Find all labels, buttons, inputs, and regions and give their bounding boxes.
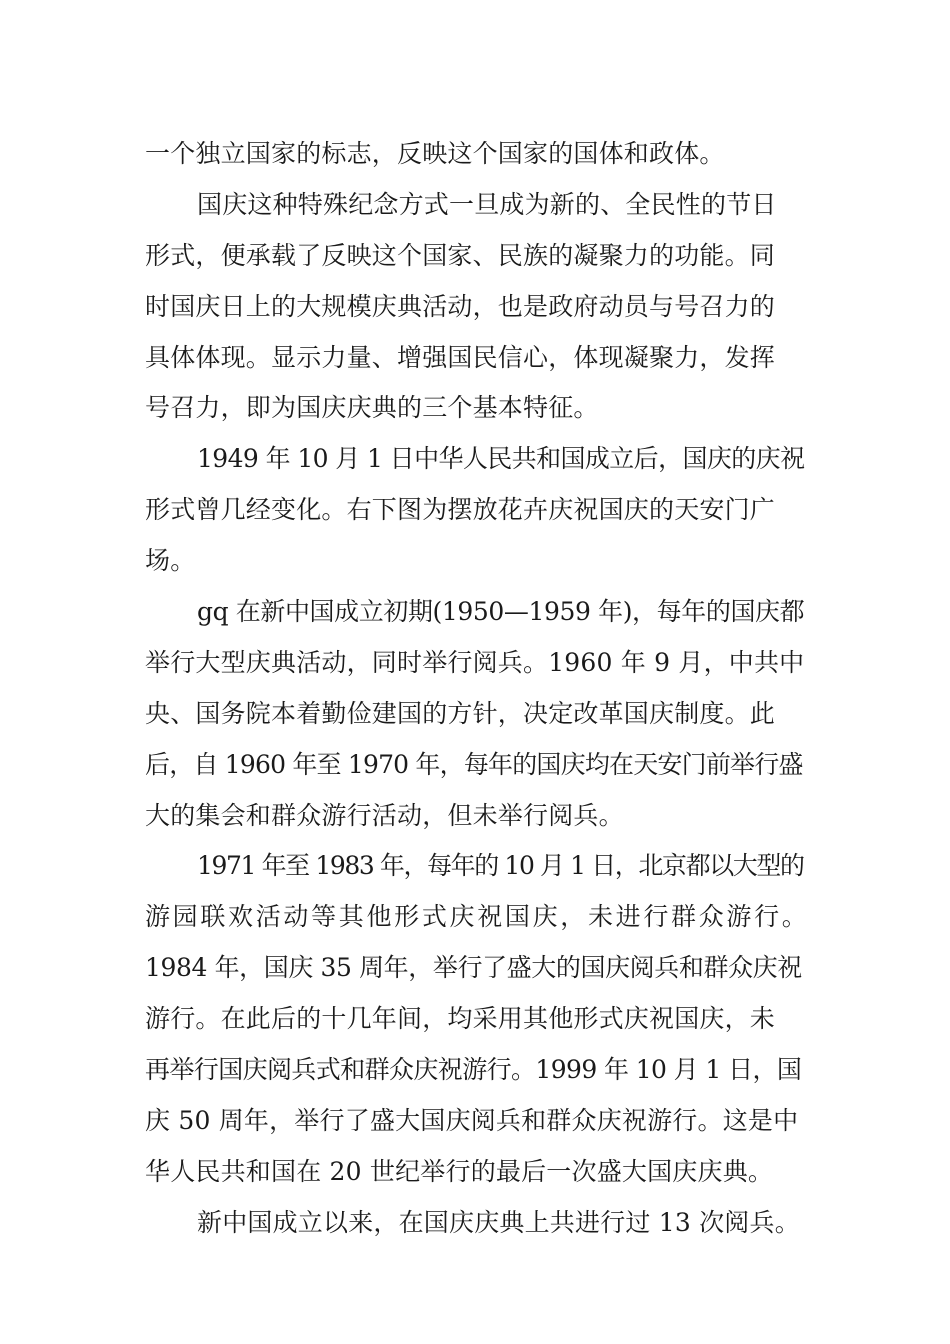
- text-line-7: 1949 年 10 月 1 日中华人民共和国成立后，国庆的庆祝: [197, 444, 805, 474]
- text-line-5: 具体体现。显示力量、增强国民信心，体现凝聚力，发挥: [145, 342, 776, 372]
- text-line-4: 时国庆日上的大规模庆典活动，也是政府动员与号召力的: [145, 291, 776, 321]
- text-line-10: gq 在新中国成立初期(1950—1959 年)，每年的国庆都: [197, 597, 805, 627]
- text-line-21: 华人民共和国在 20 世纪举行的最后一次盛大国庆庆典。: [145, 1156, 774, 1186]
- text-line-6: 号召力，即为国庆庆典的三个基本特征。: [145, 393, 599, 423]
- body-text: [145, 129, 807, 1249]
- text-line-11: 举行大型庆典活动，同时举行阅兵。1960 年 9 月，中共中: [145, 647, 805, 677]
- text-line-13: 后，自 1960 年至 1970 年，每年的国庆均在天安门前举行盛: [145, 749, 803, 779]
- text-line-20: 庆 50 周年，举行了盛大国庆阅兵和群众庆祝游行。这是中: [145, 1105, 799, 1135]
- text-line-15: 1971 年至 1983 年，每年的 10 月 1 日，北京都以大型的: [197, 851, 804, 881]
- text-line-12: 央、国务院本着勤俭建国的方针，决定改革国庆制度。此: [145, 698, 776, 728]
- text-line-2: 国庆这种特殊纪念方式一旦成为新的、全民性的节日: [197, 189, 777, 219]
- text-line-18: 游行。在此后的十几年间，均采用其他形式庆祝国庆，未: [145, 1004, 776, 1034]
- text-line-22: 新中国成立以来，在国庆庆典上共进行过 13 次阅兵。: [197, 1207, 800, 1237]
- text-line-8: 形式曾几经变化。右下图为摆放花卉庆祝国庆的天安门广: [145, 495, 776, 525]
- text-line-17: 1984 年，国庆 35 周年，举行了盛大的国庆阅兵和群众庆祝: [145, 953, 802, 983]
- text-line-1: 一个独立国家的标志，反映这个国家的国体和政体。: [145, 139, 725, 168]
- text-line-9: 场。: [145, 546, 196, 576]
- text-line-3: 形式，便承载了反映这个国家、民族的凝聚力的功能。同: [145, 240, 776, 270]
- text-line-14: 大的集会和群众游行活动，但未举行阅兵。: [145, 800, 624, 830]
- text-line-16: 游园联欢活动等其他形式庆祝国庆，未进行群众游行。: [145, 902, 807, 932]
- text-line-19: 再举行国庆阅兵式和群众庆祝游行。1999 年 10 月 1 日，国: [145, 1055, 802, 1085]
